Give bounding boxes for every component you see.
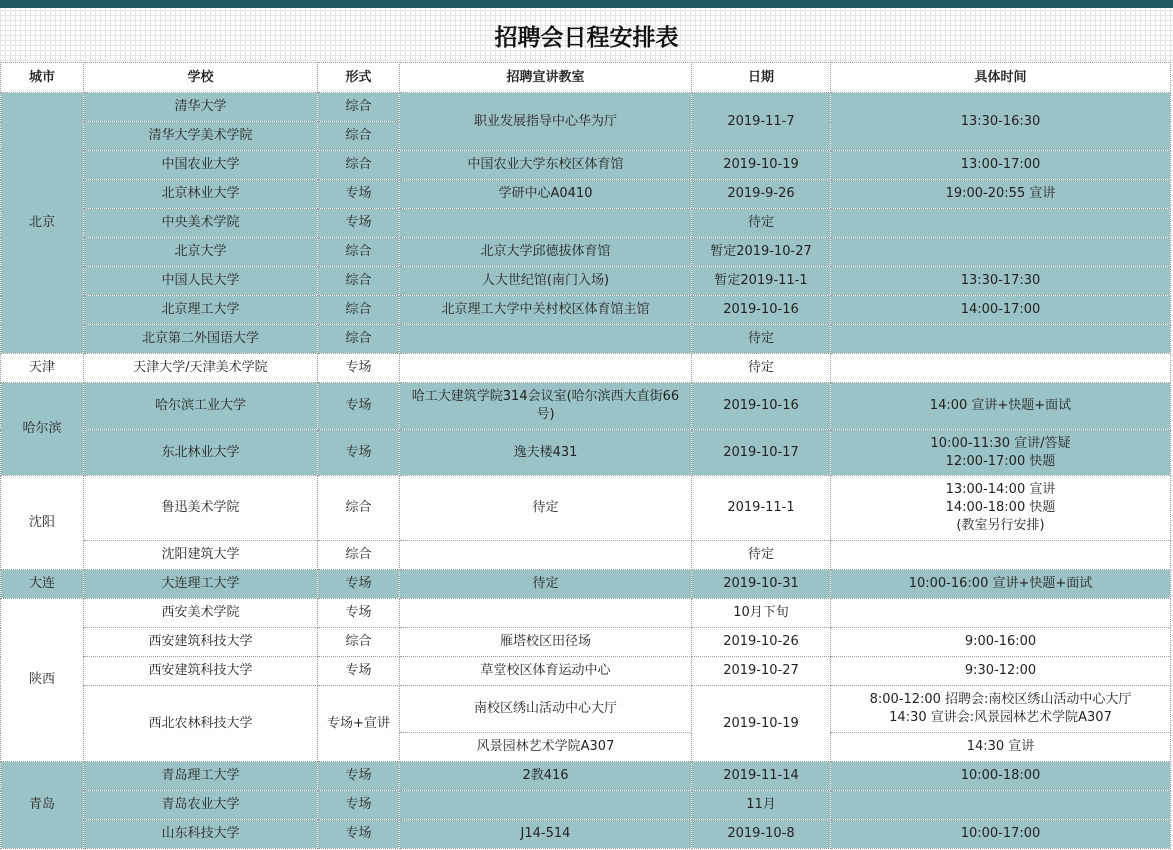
table-row <box>1 296 1171 325</box>
room-cell <box>400 541 692 570</box>
school-cell: 西北农林科技大学 <box>84 686 318 762</box>
time-cell: 13:30-17:30 <box>831 267 1171 296</box>
time-cell: 13:00-14:00 宣讲 14:00-18:00 快题 (教室另行安排) <box>831 476 1171 541</box>
column-header-type: 形式 <box>318 63 400 93</box>
column-header-date: 日期 <box>692 63 831 93</box>
table-row <box>1 238 1171 267</box>
type-cell: 综合 <box>318 325 400 354</box>
table-row <box>1 151 1171 180</box>
room-cell: 北京大学邱德拔体育馆 <box>400 238 692 267</box>
type-cell: 专场 <box>318 791 400 820</box>
school-cell: 哈尔滨工业大学 <box>84 383 318 430</box>
room-cell: 雁塔校区田径场 <box>400 628 692 657</box>
city-cell: 陕西 <box>1 599 84 762</box>
date-cell: 待定 <box>692 325 831 354</box>
school-cell: 北京大学 <box>84 238 318 267</box>
time-cell <box>831 354 1171 383</box>
type-cell: 专场 <box>318 383 400 430</box>
date-cell: 2019-11-14 <box>692 762 831 791</box>
school-cell: 北京理工大学 <box>84 296 318 325</box>
city-cell: 哈尔滨 <box>1 383 84 476</box>
time-cell: 9:30-12:00 <box>831 657 1171 686</box>
date-cell: 2019-11-1 <box>692 476 831 541</box>
table-header-row <box>1 63 1171 93</box>
school-cell: 鲁迅美术学院 <box>84 476 318 541</box>
time-cell: 14:00 宣讲+快题+面试 <box>831 383 1171 430</box>
room-cell: 哈工大建筑学院314会议室(哈尔滨西大直街66号) <box>400 383 692 430</box>
school-cell: 中央美术学院 <box>84 209 318 238</box>
column-header-room: 招聘宣讲教室 <box>400 63 692 93</box>
type-cell: 专场 <box>318 570 400 599</box>
school-cell: 北京第二外国语大学 <box>84 325 318 354</box>
room-cell: 待定 <box>400 570 692 599</box>
school-cell: 天津大学/天津美术学院 <box>84 354 318 383</box>
school-cell: 青岛农业大学 <box>84 791 318 820</box>
room-cell: 人大世纪馆(南门入场) <box>400 267 692 296</box>
school-cell: 西安建筑科技大学 <box>84 657 318 686</box>
room-cell: J14-514 <box>400 820 692 849</box>
type-cell: 专场+宣讲 <box>318 686 400 762</box>
table-row <box>1 209 1171 238</box>
time-cell: 10:00-16:00 宣讲+快题+面试 <box>831 570 1171 599</box>
date-cell: 2019-10-19 <box>692 151 831 180</box>
room-cell: 中国农业大学东校区体育馆 <box>400 151 692 180</box>
time-cell: 10:00-11:30 宣讲/答疑 12:00-17:00 快题 <box>831 430 1171 476</box>
city-cell: 北京 <box>1 93 84 354</box>
type-cell: 综合 <box>318 628 400 657</box>
type-cell: 综合 <box>318 93 400 122</box>
city-cell: 沈阳 <box>1 476 84 570</box>
table-row <box>1 430 1171 476</box>
type-cell: 专场 <box>318 209 400 238</box>
type-cell: 综合 <box>318 296 400 325</box>
school-cell: 清华大学美术学院 <box>84 122 318 151</box>
table-row <box>1 657 1171 686</box>
column-header-time: 具体时间 <box>831 63 1171 93</box>
date-cell: 2019-10-31 <box>692 570 831 599</box>
room-cell: 北京理工大学中关村校区体育馆主馆 <box>400 296 692 325</box>
type-cell: 综合 <box>318 267 400 296</box>
time-cell <box>831 238 1171 267</box>
schedule-table <box>0 62 1171 849</box>
title-area <box>0 8 1173 62</box>
type-cell: 综合 <box>318 541 400 570</box>
school-cell: 大连理工大学 <box>84 570 318 599</box>
type-cell: 专场 <box>318 430 400 476</box>
room-cell: 待定 <box>400 476 692 541</box>
table-row <box>1 599 1171 628</box>
room-cell <box>400 354 692 383</box>
time-cell <box>831 599 1171 628</box>
date-cell: 2019-10-27 <box>692 657 831 686</box>
date-cell: 2019-10-26 <box>692 628 831 657</box>
table-row <box>1 820 1171 849</box>
time-cell: 19:00-20:55 宣讲 <box>831 180 1171 209</box>
page-title: 招聘会日程安排表 <box>494 24 679 51</box>
type-cell: 综合 <box>318 151 400 180</box>
type-cell: 综合 <box>318 238 400 267</box>
room-cell <box>400 599 692 628</box>
table-row <box>1 267 1171 296</box>
room-cell: 草堂校区体育运动中心 <box>400 657 692 686</box>
room-cell: 2教416 <box>400 762 692 791</box>
school-cell: 沈阳建筑大学 <box>84 541 318 570</box>
type-cell: 综合 <box>318 122 400 151</box>
time-cell: 8:00-12:00 招聘会:南校区绣山活动中心大厅 14:30 宣讲会:风景园林艺术学院A307 <box>831 686 1171 733</box>
school-cell: 西安美术学院 <box>84 599 318 628</box>
table-row <box>1 383 1171 430</box>
room-cell: 风景园林艺术学院A307 <box>400 733 692 762</box>
time-cell: 10:00-18:00 <box>831 762 1171 791</box>
date-cell: 10月下旬 <box>692 599 831 628</box>
date-cell: 2019-10-16 <box>692 296 831 325</box>
type-cell: 专场 <box>318 762 400 791</box>
time-cell: 14:30 宣讲 <box>831 733 1171 762</box>
time-cell <box>831 541 1171 570</box>
time-cell: 13:00-17:00 <box>831 151 1171 180</box>
date-cell: 暂定2019-11-1 <box>692 267 831 296</box>
date-cell: 待定 <box>692 354 831 383</box>
room-cell: 逸夫楼431 <box>400 430 692 476</box>
table-row <box>1 93 1171 122</box>
table-row <box>1 628 1171 657</box>
school-cell: 青岛理工大学 <box>84 762 318 791</box>
table-row <box>1 762 1171 791</box>
city-cell: 天津 <box>1 354 84 383</box>
time-cell: 13:30-16:30 <box>831 93 1171 151</box>
room-cell <box>400 325 692 354</box>
school-cell: 中国人民大学 <box>84 267 318 296</box>
date-cell: 待定 <box>692 541 831 570</box>
room-cell <box>400 209 692 238</box>
school-cell: 中国农业大学 <box>84 151 318 180</box>
date-cell: 待定 <box>692 209 831 238</box>
column-header-city: 城市 <box>1 63 84 93</box>
date-cell: 2019-10-16 <box>692 383 831 430</box>
table-row <box>1 686 1171 733</box>
time-cell: 10:00-17:00 <box>831 820 1171 849</box>
time-cell <box>831 209 1171 238</box>
school-cell: 山东科技大学 <box>84 820 318 849</box>
table-row <box>1 541 1171 570</box>
room-cell: 南校区绣山活动中心大厅 <box>400 686 692 733</box>
type-cell: 专场 <box>318 820 400 849</box>
date-cell: 2019-9-26 <box>692 180 831 209</box>
city-cell: 大连 <box>1 570 84 599</box>
type-cell: 专场 <box>318 657 400 686</box>
room-cell: 学研中心A0410 <box>400 180 692 209</box>
school-cell: 北京林业大学 <box>84 180 318 209</box>
room-cell <box>400 791 692 820</box>
date-cell: 2019-10-17 <box>692 430 831 476</box>
table-row <box>1 476 1171 541</box>
time-cell: 9:00-16:00 <box>831 628 1171 657</box>
school-cell: 清华大学 <box>84 93 318 122</box>
table-row <box>1 791 1171 820</box>
type-cell: 综合 <box>318 476 400 541</box>
type-cell: 专场 <box>318 354 400 383</box>
table-row <box>1 325 1171 354</box>
type-cell: 专场 <box>318 180 400 209</box>
table-row <box>1 570 1171 599</box>
room-cell: 职业发展指导中心华为厅 <box>400 93 692 151</box>
time-cell <box>831 325 1171 354</box>
school-cell: 东北林业大学 <box>84 430 318 476</box>
school-cell: 西安建筑科技大学 <box>84 628 318 657</box>
date-cell: 2019-11-7 <box>692 93 831 151</box>
type-cell: 专场 <box>318 599 400 628</box>
header-accent-bar <box>0 0 1173 8</box>
date-cell: 2019-10-19 <box>692 686 831 762</box>
time-cell: 14:00-17:00 <box>831 296 1171 325</box>
date-cell: 2019-10-8 <box>692 820 831 849</box>
city-cell: 青岛 <box>1 762 84 849</box>
time-cell <box>831 791 1171 820</box>
table-row <box>1 354 1171 383</box>
date-cell: 暂定2019-10-27 <box>692 238 831 267</box>
date-cell: 11月 <box>692 791 831 820</box>
column-header-school: 学校 <box>84 63 318 93</box>
table-row <box>1 180 1171 209</box>
